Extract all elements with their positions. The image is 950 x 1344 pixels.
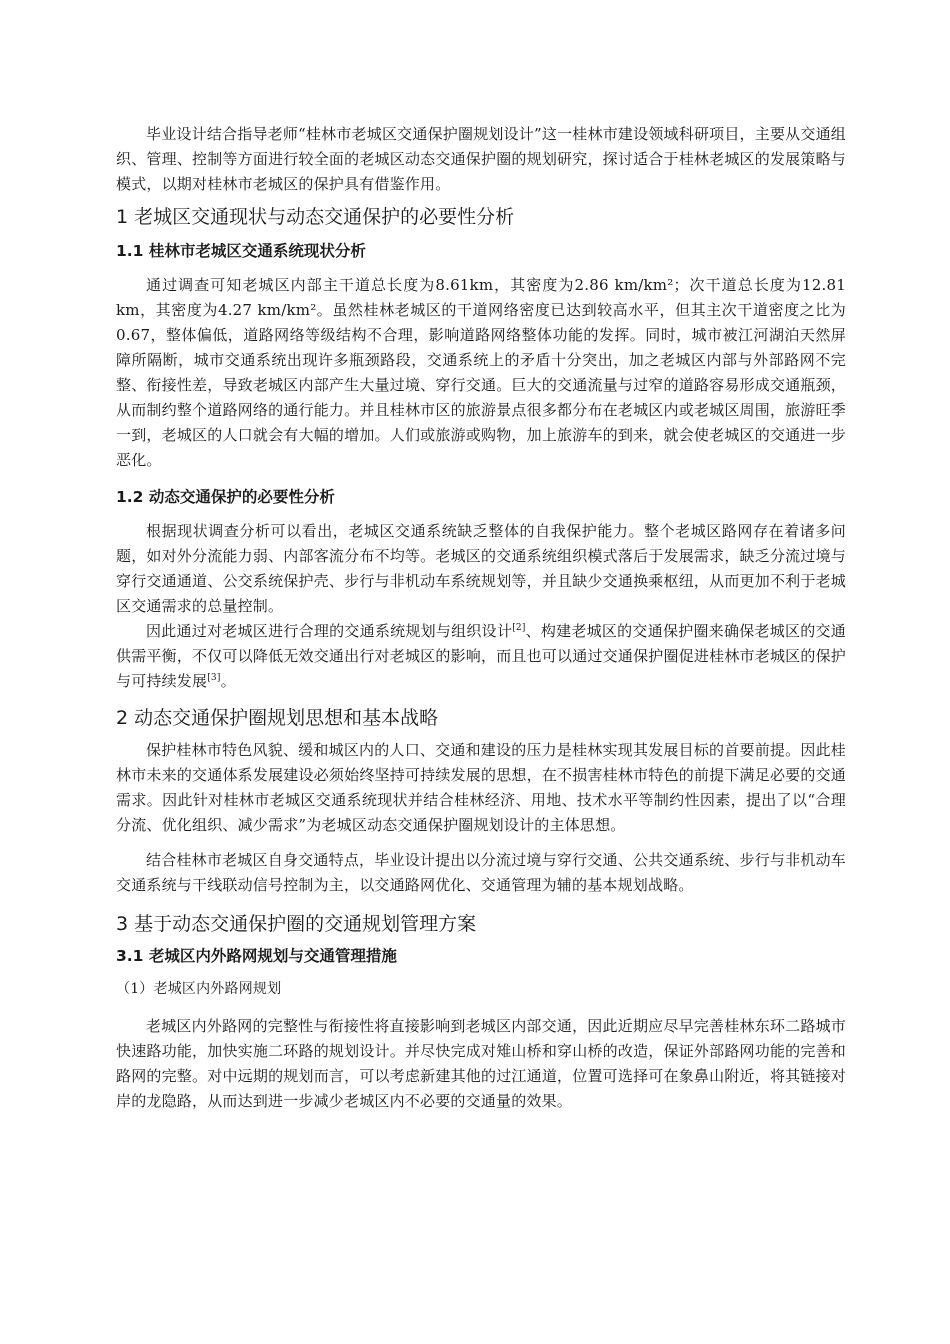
section-1-1-paragraph: 通过调查可知老城区内部主干道总长度为8.61km，其密度为2.86 km/km²；次干道总长度为12.81 km，其密度为4.27 km/km²。虽然桂林老城区的干道网络密度已达到较高水平，但其主次干道密度之比为0.67，整体偏低，道路网络等级结构不合理，影响道路网络整体功能的发挥。同时，城市被江河湖泊天然屏障所隔断，城市交通系统出现许多瓶颈路段，交通系统上的矛盾十分突出，加之老城区内部与外部路网不完整、衔接性差，导致老城区内部产生大量过境、穿行交通。巨大的交通流量与过窄的道路容易形成交通瓶颈，从而制约整个道路网络的通行能力。并且桂林市区的旅游景点很多都分布在老城区内或老城区周围，旅游旺季一到，老城区的人口就会有大幅的增加。人们或旅游或购物，加上旅游车的到来，就会使老城区的交通进一步恶化。	[116, 276, 846, 469]
section-3-heading: 3 基于动态交通保护圈的交通规划管理方案	[116, 913, 477, 935]
section-2-heading: 2 动态交通保护圈规划思想和基本战略	[116, 707, 439, 729]
paragraph-text: 因此通过对老城区进行合理的交通系统规划与组织设计	[146, 622, 513, 640]
intro-paragraph: 毕业设计结合指导老师“桂林市老城区交通保护圈规划设计”这一桂林市建设领域科研项目，主要从交通组织、管理、控制等方面进行较全面的老城区动态交通保护圈的规划研究，探讨适合于桂林老城区的发展策略与模式，以期对桂林市老城区的保护具有借鉴作用。	[116, 125, 846, 193]
citation-ref: [3]	[207, 673, 221, 683]
section-3-1-heading: 3.1 老城区内外路网规划与交通管理措施	[116, 947, 397, 965]
citation-ref: [2]	[512, 623, 526, 633]
paragraph-text: 。	[220, 672, 236, 690]
section-1-2-paragraph-1: 根据现状调查分析可以看出，老城区交通系统缺乏整体的自我保护能力。整个老城区路网存在着诸多问题，如对外分流能力弱、内部客流分布不均等。老城区的交通系统组织模式落后于发展需求，缺乏分流过境与穿行交通通道、公交系统保护壳、步行与非机动车系统规划等，并且缺少交通换乘枢纽，从而更加不利于老城区交通需求的总量控制。	[116, 522, 846, 615]
section-3-1-item-label: （1）老城区内外路网规划	[116, 981, 282, 997]
document-page	[116, 122, 846, 1114]
section-2-paragraph-2: 结合桂林市老城区自身交通特点，毕业设计提出以分流过境与穿行交通、公共交通系统、步行与非机动车交通系统与干线联动信号控制为主，以交通路网优化、交通管理为辅的基本规划战略。	[116, 851, 846, 894]
paragraph-text: 、构建老城区的交通保护圈来确保老城区的交通供需平衡，不仅可以降低无效交通出行对老城区的影响，而且也可以通过交通保护圈促进桂林市老城区的保护与可持续发展	[116, 622, 846, 690]
section-2-paragraph-1: 保护桂林市特色风貌、缓和城区内的人口、交通和建设的压力是桂林实现其发展目标的首要前提。因此桂林市未来的交通体系发展建设必须始终坚持可持续发展的思想，在不损害桂林市特色的前提下满足必要的交通需求。因此针对桂林市老城区交通系统现状并结合桂林经济、用地、技术水平等制约性因素，提出了以“合理分流、优化组织、减少需求”为老城区动态交通保护圈规划设计的主体思想。	[116, 741, 846, 834]
section-1-heading: 1 老城区交通现状与动态交通保护的必要性分析	[116, 206, 515, 228]
section-3-1-paragraph: 老城区内外路网的完整性与衔接性将直接影响到老城区内部交通，因此近期应尽早完善桂林东环二路城市快速路功能，加快实施二环路的规划设计。并尽快完成对雉山桥和穿山桥的改造，保证外部路网功能的完善和路网的完整。对中远期的规划而言，可以考虑新建其他的过江通道，位置可选择可在象鼻山附近，将其链接对岸的龙隐路，从而达到进一步减少老城区内不必要的交通量的效果。	[116, 1017, 846, 1110]
section-1-2-paragraph-2	[116, 619, 846, 694]
section-1-1-heading: 1.1 桂林市老城区交通系统现状分析	[116, 242, 366, 260]
section-1-2-heading: 1.2 动态交通保护的必要性分析	[116, 488, 335, 506]
